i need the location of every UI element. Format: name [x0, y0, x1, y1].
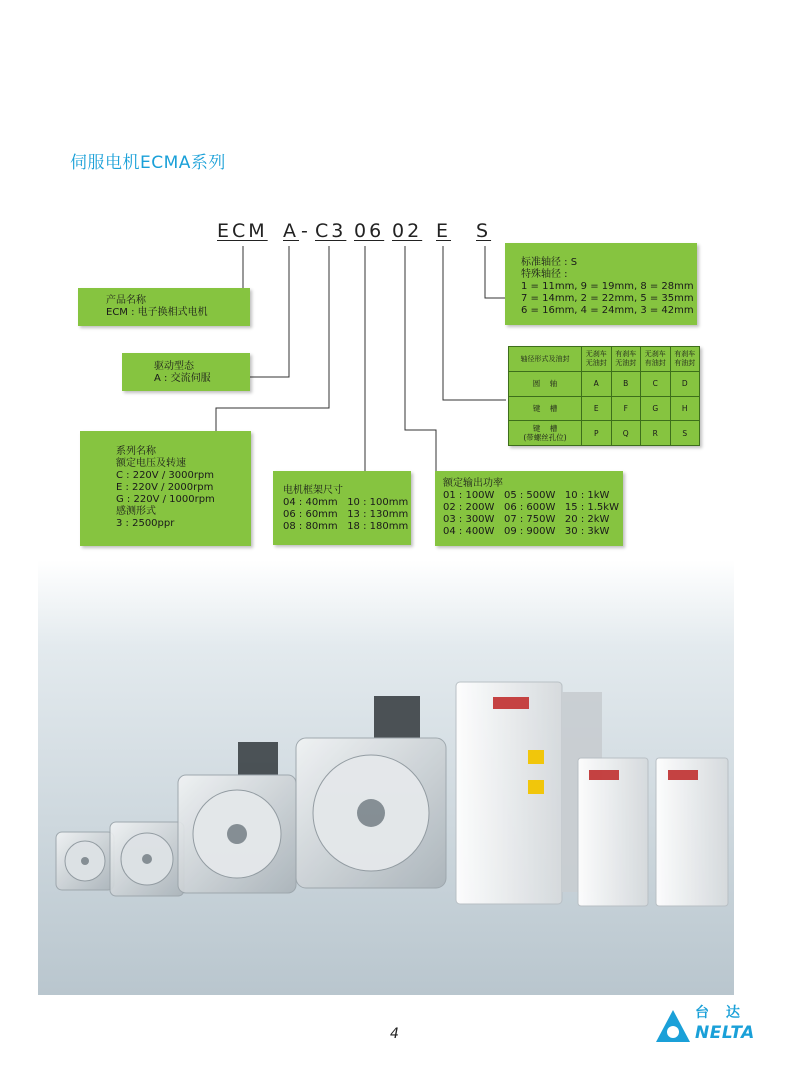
table-cell: A: [582, 372, 612, 397]
shaft-line: 特殊轴径 :: [521, 269, 568, 280]
table-row: [509, 421, 700, 446]
table-col-header: 有刹车 无油封: [611, 347, 641, 372]
product-photo: [38, 560, 734, 995]
series-line: C : 220V / 3000rpm: [116, 470, 215, 481]
code-a: A: [283, 220, 299, 242]
motor-large: [296, 696, 446, 888]
series-line: 3 : 2500ppr: [116, 518, 175, 529]
motor-small-2: [110, 822, 184, 896]
drive-type-box: [122, 353, 250, 391]
code-frame: 06: [354, 220, 385, 242]
series-line: 系列名称: [116, 446, 156, 457]
table-cell: H: [670, 396, 700, 421]
drive-type-label: 驱动型态: [154, 361, 194, 372]
page-title: 伺服电机ECMA系列: [70, 153, 226, 173]
frame-line: 06 : 60mm 13 : 130mm: [283, 509, 409, 520]
table-cell: R: [641, 421, 671, 446]
logo-english: NELTA: [695, 1023, 755, 1043]
logo-chinese: 台 达: [695, 1005, 746, 1021]
table-row: [509, 372, 700, 397]
table-cell: S: [670, 421, 700, 446]
table-cell: G: [641, 396, 671, 421]
frame-line: 08 : 80mm 18 : 180mm: [283, 521, 409, 532]
motor-medium: [178, 742, 296, 893]
shaft-line: 1 = 11mm, 9 = 19mm, 8 = 28mm: [521, 281, 694, 292]
code-ecm: ECM: [217, 220, 268, 242]
servo-drive-small: [656, 758, 728, 906]
rated-power-box: [435, 471, 623, 546]
table-cell: E: [582, 396, 612, 421]
row-label: 键 槽 (带螺丝孔位): [509, 421, 582, 446]
shaft-line: 6 = 16mm, 4 = 24mm, 3 = 42mm: [521, 305, 694, 316]
table-cell: F: [611, 396, 641, 421]
frame-size-box: [273, 471, 411, 545]
table-header: 轴径形式及油封: [509, 347, 582, 372]
table-cell: D: [670, 372, 700, 397]
table-col-header: 无刹车 有油封: [641, 347, 671, 372]
product-name-box: [78, 288, 250, 326]
power-line: 额定输出功率: [443, 478, 503, 489]
shaft-diameter-box: [505, 243, 697, 325]
table-cell: B: [611, 372, 641, 397]
code-dash: -: [301, 220, 308, 242]
row-label: 圆 轴: [509, 372, 582, 397]
table-cell: Q: [611, 421, 641, 446]
frame-line: 电机框架尺寸: [283, 485, 343, 496]
shaft-line: 7 = 14mm, 2 = 22mm, 5 = 35mm: [521, 293, 694, 304]
product-name-value: ECM : 电子换相式电机: [106, 307, 208, 318]
row-label: 键 槽: [509, 396, 582, 421]
page-number: 4: [390, 1026, 399, 1042]
code-shaft: E: [436, 220, 452, 242]
delta-triangle-icon: [655, 1008, 691, 1044]
table-cell: C: [641, 372, 671, 397]
code-c3: C3: [315, 220, 347, 242]
servo-products-illustration: [38, 560, 734, 995]
series-line: 感测形式: [116, 506, 156, 517]
power-line: 02 : 200W 06 : 600W 15 : 1.5kW: [443, 502, 619, 513]
drive-type-value: A : 交流伺服: [154, 373, 211, 384]
motor-small-1: [56, 832, 114, 890]
shaft-line: 标准轴径 : S: [521, 257, 578, 268]
power-line: 04 : 400W 09 : 900W 30 : 3kW: [443, 526, 610, 537]
series-name-box: [80, 431, 251, 546]
code-power: 02: [392, 220, 423, 242]
power-line: 03 : 300W 07 : 750W 20 : 2kW: [443, 514, 610, 525]
product-name-label: 产品名称: [106, 295, 146, 306]
delta-logo: [655, 1002, 765, 1046]
table-cell: P: [582, 421, 612, 446]
table-col-header: 无刹车 无油封: [582, 347, 612, 372]
frame-line: 04 : 40mm 10 : 100mm: [283, 497, 409, 508]
servo-drive-medium: [578, 758, 648, 906]
table-col-header: 有刹车 有油封: [670, 347, 700, 372]
series-line: E : 220V / 2000rpm: [116, 482, 214, 493]
series-line: G : 220V / 1000rpm: [116, 494, 215, 505]
shaft-seal-table: [508, 346, 700, 446]
code-std: S: [476, 220, 492, 242]
series-line: 额定电压及转速: [116, 458, 186, 469]
table-row: [509, 396, 700, 421]
power-line: 01 : 100W 05 : 500W 10 : 1kW: [443, 490, 610, 501]
